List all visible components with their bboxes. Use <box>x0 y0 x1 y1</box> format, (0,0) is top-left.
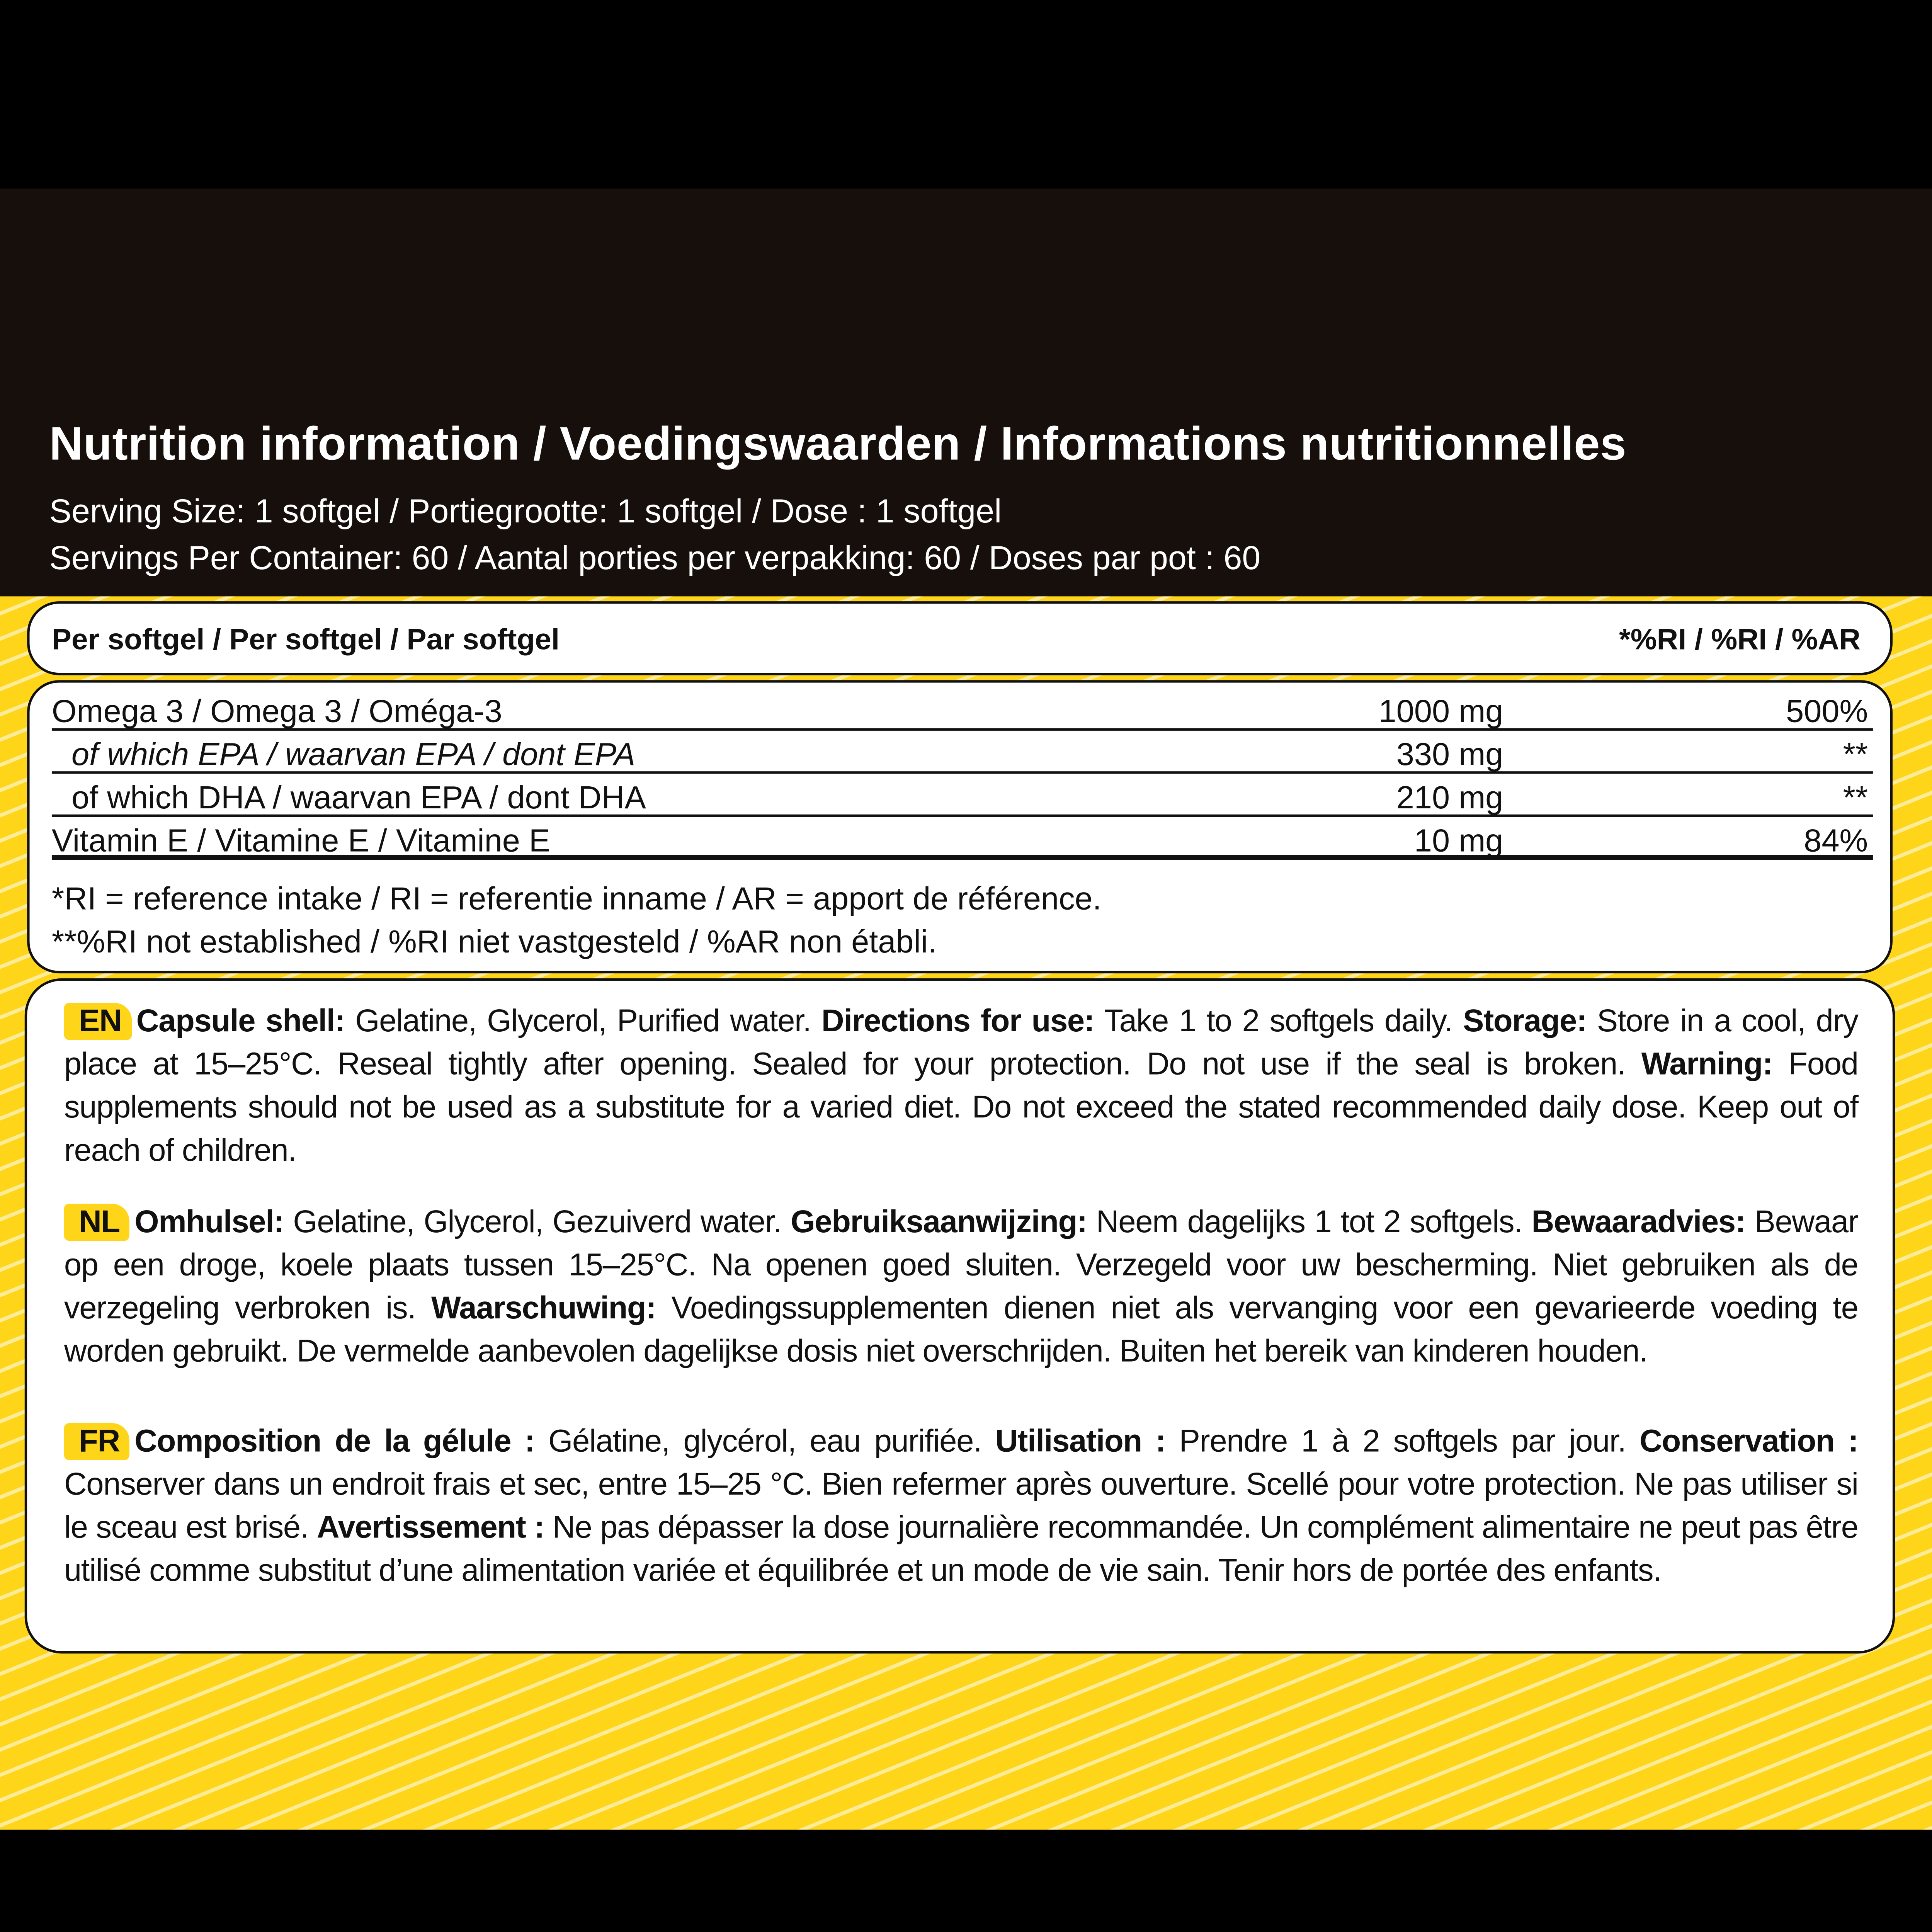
language-tag-en: EN <box>64 1003 131 1040</box>
fr-storage-text: Conserver dans un endroit frais et sec, entre 15–25 °C. Bien refermer après ouverture. Scellé pour votre protection. Ne pas utiliser si le sceau est brisé. <box>64 1467 1858 1545</box>
nl-warning-text: Voedingssupplementen dienen niet als vervanging voor een gevarieerde voeding te worden gebruikt. De vermelde aanbevolen dagelijkse dosis niet overschrijden. Buiten het bereik van kinderen houden. <box>64 1291 1858 1369</box>
nl-storage-key: Bewaaradvies: <box>1531 1205 1745 1240</box>
nl-warning-key: Waarschuwing: <box>431 1291 656 1326</box>
nl-directions-text: Neem dagelijks 1 tot 2 softgels. <box>1087 1205 1532 1240</box>
nutrition-title: Nutrition information / Voedingswaarden / Informations nutritionnelles <box>49 419 1627 471</box>
nutrient-ri: 84% <box>1804 821 1868 859</box>
en-shell-key: Capsule shell: <box>136 1004 345 1039</box>
fr-warning-key: Avertissement : <box>316 1510 544 1545</box>
language-tag-nl: NL <box>64 1204 130 1241</box>
fr-warning-text: Ne pas dépasser la dose journalière recommandée. Un complément alimentaire ne peut pas être utilisé comme substitut d’une alimentation variée et équilibrée et un mode de vie sain. Tenir hors de portée des enfants. <box>64 1510 1858 1588</box>
en-shell-text: Gelatine, Glycerol, Purified water. <box>345 1004 821 1039</box>
table-row <box>52 687 1873 731</box>
fr-directions-key: Utilisation : <box>995 1424 1166 1459</box>
serving-size-line: Serving Size: 1 softgel / Portiegrootte: 1 softgel / Dose : 1 softgel <box>49 493 1002 530</box>
per-softgel-header: Per softgel / Per softgel / Par softgel <box>51 623 560 657</box>
en-warning-key: Warning: <box>1641 1047 1772 1082</box>
footnote-not-established: **%RI not established / %RI niet vastgesteld / %AR non établi. <box>51 923 937 960</box>
nl-storage-text: Bewaar op een droge, koele plaats tussen 15–25°C. Na openen goed sluiten. Verzegeld voor uw bescherming. Niet gebruiken als de verzegeling verbroken is. <box>64 1205 1858 1326</box>
section-nl <box>64 1201 1858 1374</box>
en-warning-text: Food supplements should not be used as a substitute for a varied diet. Do not exceed the stated recommended daily dose. Keep out of reach of children. <box>64 1047 1858 1168</box>
en-directions-key: Directions for use: <box>821 1004 1094 1039</box>
nutrient-ri: 500% <box>1786 692 1868 730</box>
nl-directions-key: Gebruiksaanwijzing: <box>791 1205 1087 1240</box>
instructions-card <box>25 978 1895 1653</box>
top-black-band <box>0 0 1932 189</box>
servings-per-container-line: Servings Per Container: 60 / Aantal porties per verpakking: 60 / Doses par pot : 60 <box>49 539 1261 577</box>
nutrient-label: of which EPA / waarvan EPA / dont EPA <box>71 735 636 773</box>
nutrient-amount: 330 mg <box>1396 735 1503 773</box>
fr-shell-key: Composition de la gélule : <box>134 1424 535 1459</box>
fr-storage-key: Conservation : <box>1639 1424 1858 1459</box>
nutrient-amount: 210 mg <box>1396 779 1503 816</box>
nutrient-amount: 10 mg <box>1414 821 1503 859</box>
nl-shell-key: Omhulsel: <box>134 1205 284 1240</box>
table-row <box>52 817 1873 860</box>
nutrient-ri: ** <box>1843 735 1868 773</box>
table-row <box>52 731 1873 774</box>
footnote-ri: *RI = reference intake / RI = referentie inname / AR = apport de référence. <box>51 879 1102 917</box>
nutrient-label: of which DHA / waarvan EPA / dont DHA <box>71 779 646 816</box>
nutrition-table-card <box>27 680 1893 973</box>
nutrient-label: Omega 3 / Omega 3 / Oméga-3 <box>51 692 502 730</box>
nutrient-label: Vitamin E / Vitamine E / Vitamine E <box>51 821 551 859</box>
table-header-card <box>27 601 1893 675</box>
ri-header: *%RI / %RI / %AR <box>1619 623 1861 657</box>
language-tag-fr: FR <box>64 1423 130 1460</box>
section-fr <box>64 1421 1858 1593</box>
bottom-black-band <box>0 1830 1932 1932</box>
en-directions-text: Take 1 to 2 softgels daily. <box>1094 1004 1463 1039</box>
nutrient-ri: ** <box>1843 779 1868 816</box>
section-en <box>64 1000 1858 1173</box>
en-storage-text: Store in a cool, dry place at 15–25°C. Reseal tightly after opening. Sealed for your protection. Do not use if the seal is broken. <box>64 1004 1858 1082</box>
en-storage-key: Storage: <box>1463 1004 1587 1039</box>
nl-shell-text: Gelatine, Glycerol, Gezuiverd water. <box>284 1205 791 1240</box>
fr-directions-text: Prendre 1 à 2 softgels par jour. <box>1165 1424 1640 1459</box>
nutrient-amount: 1000 mg <box>1378 692 1503 730</box>
table-row <box>52 774 1873 817</box>
fr-shell-text: Gélatine, glycérol, eau purifiée. <box>534 1424 995 1459</box>
